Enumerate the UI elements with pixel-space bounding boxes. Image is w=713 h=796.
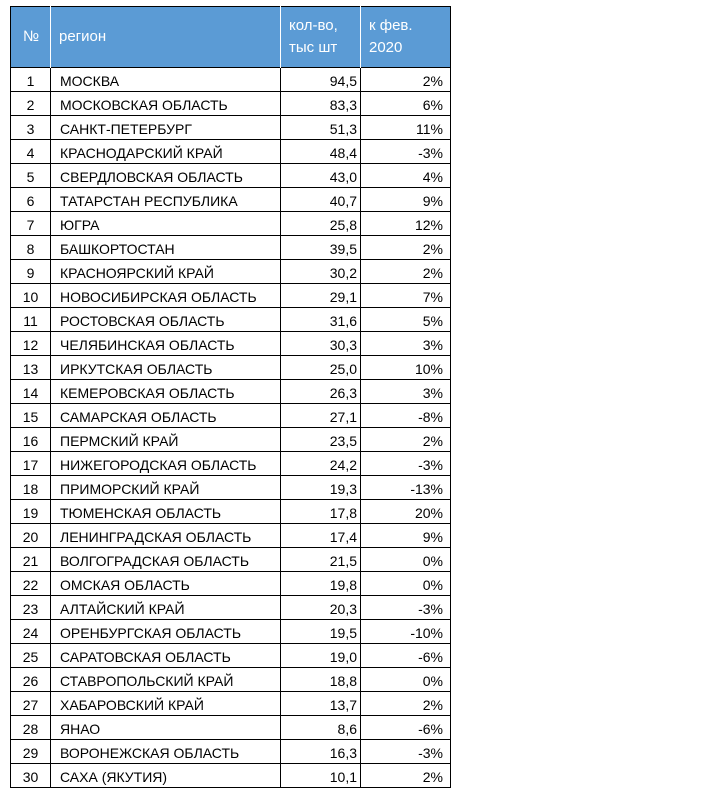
row-change: 5% xyxy=(361,308,451,332)
header-change-line2: 2020 xyxy=(369,39,403,56)
row-number: 8 xyxy=(11,236,51,260)
row-change: 2% xyxy=(361,692,451,716)
row-change: -6% xyxy=(361,716,451,740)
table-row xyxy=(11,692,451,716)
row-number: 1 xyxy=(11,68,51,92)
table-row xyxy=(11,308,451,332)
table-row xyxy=(11,140,451,164)
row-region: ПРИМОРСКИЙ КРАЙ xyxy=(51,476,281,500)
row-change: 0% xyxy=(361,572,451,596)
row-region: МОСКВА xyxy=(51,68,281,92)
row-region: ВОЛГОГРАДСКАЯ ОБЛАСТЬ xyxy=(51,548,281,572)
row-region: ОМСКАЯ ОБЛАСТЬ xyxy=(51,572,281,596)
row-change: 2% xyxy=(361,260,451,284)
header-row xyxy=(11,7,451,68)
row-quantity: 94,5 xyxy=(281,68,361,92)
row-region: СТАВРОПОЛЬСКИЙ КРАЙ xyxy=(51,668,281,692)
row-region: ЮГРА xyxy=(51,212,281,236)
row-change: 3% xyxy=(361,332,451,356)
table-row xyxy=(11,212,451,236)
row-quantity: 39,5 xyxy=(281,236,361,260)
row-quantity: 17,4 xyxy=(281,524,361,548)
region-table-container xyxy=(10,6,451,788)
table-row xyxy=(11,428,451,452)
header-change-line1: к фев. xyxy=(369,17,413,34)
row-number: 11 xyxy=(11,308,51,332)
row-quantity: 27,1 xyxy=(281,404,361,428)
table-row xyxy=(11,476,451,500)
header-change xyxy=(361,7,451,68)
table-row xyxy=(11,548,451,572)
table-row xyxy=(11,260,451,284)
row-change: 2% xyxy=(361,764,451,788)
table-row xyxy=(11,740,451,764)
row-quantity: 25,8 xyxy=(281,212,361,236)
row-region: ЧЕЛЯБИНСКАЯ ОБЛАСТЬ xyxy=(51,332,281,356)
row-number: 26 xyxy=(11,668,51,692)
row-number: 29 xyxy=(11,740,51,764)
row-quantity: 43,0 xyxy=(281,164,361,188)
row-region: ПЕРМСКИЙ КРАЙ xyxy=(51,428,281,452)
row-number: 15 xyxy=(11,404,51,428)
row-quantity: 48,4 xyxy=(281,140,361,164)
row-number: 20 xyxy=(11,524,51,548)
row-region: ВОРОНЕЖСКАЯ ОБЛАСТЬ xyxy=(51,740,281,764)
table-row xyxy=(11,644,451,668)
row-region: ТАТАРСТАН РЕСПУБЛИКА xyxy=(51,188,281,212)
row-quantity: 21,5 xyxy=(281,548,361,572)
row-quantity: 40,7 xyxy=(281,188,361,212)
row-change: 7% xyxy=(361,284,451,308)
table-row xyxy=(11,236,451,260)
row-region: НИЖЕГОРОДСКАЯ ОБЛАСТЬ xyxy=(51,452,281,476)
row-change: -13% xyxy=(361,476,451,500)
row-change: 12% xyxy=(361,212,451,236)
row-region: РОСТОВСКАЯ ОБЛАСТЬ xyxy=(51,308,281,332)
table-row xyxy=(11,404,451,428)
table-row xyxy=(11,620,451,644)
row-quantity: 20,3 xyxy=(281,596,361,620)
table-row xyxy=(11,596,451,620)
row-quantity: 26,3 xyxy=(281,380,361,404)
table-row xyxy=(11,164,451,188)
row-quantity: 23,5 xyxy=(281,428,361,452)
header-qty-line2: тыс шт xyxy=(289,39,338,56)
row-number: 21 xyxy=(11,548,51,572)
row-number: 19 xyxy=(11,500,51,524)
row-region: КРАСНОЯРСКИЙ КРАЙ xyxy=(51,260,281,284)
row-number: 16 xyxy=(11,428,51,452)
row-number: 18 xyxy=(11,476,51,500)
row-change: -10% xyxy=(361,620,451,644)
row-region: ТЮМЕНСКАЯ ОБЛАСТЬ xyxy=(51,500,281,524)
row-number: 10 xyxy=(11,284,51,308)
row-change: 11% xyxy=(361,116,451,140)
row-quantity: 18,8 xyxy=(281,668,361,692)
row-quantity: 51,3 xyxy=(281,116,361,140)
row-region: САНКТ-ПЕТЕРБУРГ xyxy=(51,116,281,140)
row-region: СВЕРДЛОВСКАЯ ОБЛАСТЬ xyxy=(51,164,281,188)
row-number: 13 xyxy=(11,356,51,380)
header-qty xyxy=(281,7,361,68)
row-region: ОРЕНБУРГСКАЯ ОБЛАСТЬ xyxy=(51,620,281,644)
row-number: 28 xyxy=(11,716,51,740)
row-quantity: 29,1 xyxy=(281,284,361,308)
row-change: 3% xyxy=(361,380,451,404)
row-number: 23 xyxy=(11,596,51,620)
row-number: 22 xyxy=(11,572,51,596)
row-number: 12 xyxy=(11,332,51,356)
row-region: ХАБАРОВСКИЙ КРАЙ xyxy=(51,692,281,716)
row-region: МОСКОВСКАЯ ОБЛАСТЬ xyxy=(51,92,281,116)
row-quantity: 30,3 xyxy=(281,332,361,356)
table-row xyxy=(11,68,451,92)
row-change: 9% xyxy=(361,188,451,212)
row-change: 10% xyxy=(361,356,451,380)
row-region: ЯНАО xyxy=(51,716,281,740)
row-change: 2% xyxy=(361,68,451,92)
table-row xyxy=(11,572,451,596)
table-row xyxy=(11,188,451,212)
table-row xyxy=(11,500,451,524)
row-region: САРАТОВСКАЯ ОБЛАСТЬ xyxy=(51,644,281,668)
row-quantity: 31,6 xyxy=(281,308,361,332)
row-quantity: 17,8 xyxy=(281,500,361,524)
row-quantity: 83,3 xyxy=(281,92,361,116)
row-quantity: 30,2 xyxy=(281,260,361,284)
row-region: БАШКОРТОСТАН xyxy=(51,236,281,260)
row-region: НОВОСИБИРСКАЯ ОБЛАСТЬ xyxy=(51,284,281,308)
row-number: 27 xyxy=(11,692,51,716)
row-region: САМАРСКАЯ ОБЛАСТЬ xyxy=(51,404,281,428)
row-region: САХА (ЯКУТИЯ) xyxy=(51,764,281,788)
row-number: 25 xyxy=(11,644,51,668)
table-row xyxy=(11,716,451,740)
row-change: 20% xyxy=(361,500,451,524)
row-region: ЛЕНИНГРАДСКАЯ ОБЛАСТЬ xyxy=(51,524,281,548)
row-number: 14 xyxy=(11,380,51,404)
row-number: 17 xyxy=(11,452,51,476)
row-change: 2% xyxy=(361,428,451,452)
table-row xyxy=(11,452,451,476)
row-quantity: 19,3 xyxy=(281,476,361,500)
row-change: 6% xyxy=(361,92,451,116)
table-row xyxy=(11,332,451,356)
row-number: 4 xyxy=(11,140,51,164)
table-row xyxy=(11,356,451,380)
row-change: -3% xyxy=(361,452,451,476)
row-number: 30 xyxy=(11,764,51,788)
row-change: 4% xyxy=(361,164,451,188)
row-change: -3% xyxy=(361,140,451,164)
region-table xyxy=(10,6,451,788)
row-number: 6 xyxy=(11,188,51,212)
header-region-label: регион xyxy=(59,28,107,45)
row-number: 7 xyxy=(11,212,51,236)
row-change: -3% xyxy=(361,596,451,620)
row-number: 3 xyxy=(11,116,51,140)
row-quantity: 19,5 xyxy=(281,620,361,644)
row-change: 2% xyxy=(361,236,451,260)
table-row xyxy=(11,668,451,692)
row-quantity: 19,8 xyxy=(281,572,361,596)
table-row xyxy=(11,116,451,140)
row-quantity: 24,2 xyxy=(281,452,361,476)
row-number: 5 xyxy=(11,164,51,188)
header-region xyxy=(51,7,281,68)
row-region: АЛТАЙСКИЙ КРАЙ xyxy=(51,596,281,620)
table-body xyxy=(11,68,451,788)
table-row xyxy=(11,764,451,788)
row-quantity: 13,7 xyxy=(281,692,361,716)
table-row xyxy=(11,380,451,404)
row-change: 9% xyxy=(361,524,451,548)
row-number: 2 xyxy=(11,92,51,116)
row-quantity: 8,6 xyxy=(281,716,361,740)
row-number: 24 xyxy=(11,620,51,644)
table-row xyxy=(11,284,451,308)
header-num xyxy=(11,7,51,68)
row-number: 9 xyxy=(11,260,51,284)
row-quantity: 25,0 xyxy=(281,356,361,380)
row-quantity: 16,3 xyxy=(281,740,361,764)
row-quantity: 10,1 xyxy=(281,764,361,788)
row-region: КРАСНОДАРСКИЙ КРАЙ xyxy=(51,140,281,164)
row-change: 0% xyxy=(361,548,451,572)
row-change: -3% xyxy=(361,740,451,764)
header-qty-line1: кол-во, xyxy=(289,17,338,34)
row-quantity: 19,0 xyxy=(281,644,361,668)
table-row xyxy=(11,92,451,116)
row-region: ИРКУТСКАЯ ОБЛАСТЬ xyxy=(51,356,281,380)
header-num-label: № xyxy=(23,28,40,45)
row-change: 0% xyxy=(361,668,451,692)
row-region: КЕМЕРОВСКАЯ ОБЛАСТЬ xyxy=(51,380,281,404)
table-header xyxy=(11,7,451,68)
table-row xyxy=(11,524,451,548)
row-change: -8% xyxy=(361,404,451,428)
row-change: -6% xyxy=(361,644,451,668)
